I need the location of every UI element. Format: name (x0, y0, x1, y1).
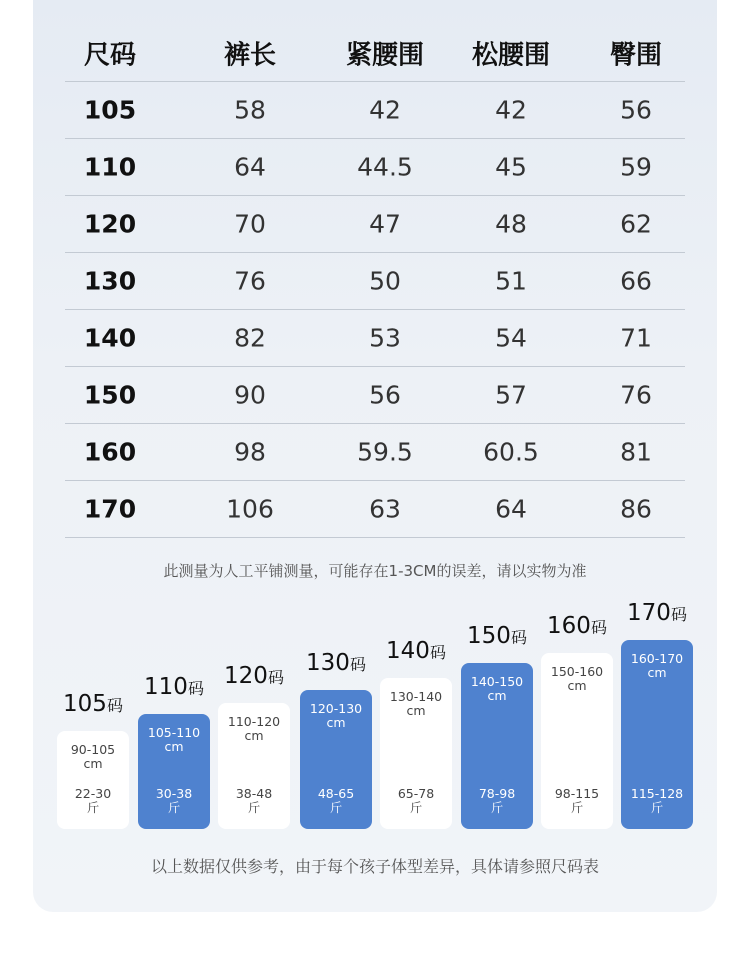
height-value: 90-105 (70, 742, 116, 757)
size-guide-unit: 码 (187, 679, 204, 698)
size-cell: 110 (83, 152, 137, 182)
size-guide-card (138, 714, 210, 829)
height-unit: cm (487, 688, 507, 703)
table-cell: 98 (234, 437, 266, 467)
size-guide-card (621, 640, 693, 829)
height-unit: cm (406, 703, 426, 718)
size-guide-number: 130 (306, 650, 350, 676)
table-cell: 48 (495, 209, 527, 239)
table-row (65, 196, 685, 253)
height-unit: cm (244, 728, 264, 743)
height-value: 105-110 (147, 725, 201, 740)
weight-value: 78-98 (478, 786, 516, 801)
weight-unit: 斤 (570, 800, 584, 815)
weight-unit: 斤 (247, 800, 261, 815)
size-guide-unit: 码 (267, 668, 284, 687)
weight-value: 115-128 (630, 786, 684, 801)
weight-value: 22-30 (74, 786, 112, 801)
table-cell: 56 (620, 95, 652, 125)
size-guide-card (541, 653, 613, 829)
table-cell: 50 (369, 266, 401, 296)
height-range (300, 702, 372, 730)
height-range (57, 743, 129, 771)
weight-value: 98-115 (554, 786, 600, 801)
table-cell: 54 (495, 323, 527, 353)
table-cell: 76 (620, 380, 652, 410)
table-row (65, 82, 685, 139)
size-guide-card (218, 703, 290, 829)
table-cell: 57 (495, 380, 527, 410)
table-cell: 106 (226, 494, 274, 524)
table-cell: 42 (369, 95, 401, 125)
size-guide-unit: 码 (349, 655, 366, 674)
size-guide-card (461, 663, 533, 829)
size-cell: 140 (83, 323, 137, 353)
weight-unit: 斤 (86, 800, 100, 815)
weight-value: 38-48 (235, 786, 273, 801)
table-cell: 90 (234, 380, 266, 410)
height-unit: cm (647, 665, 667, 680)
weight-value: 48-65 (317, 786, 355, 801)
size-guide-unit: 码 (670, 605, 687, 624)
size-guide-card (300, 690, 372, 829)
weight-range (380, 787, 452, 815)
table-row (65, 424, 685, 481)
size-guide-label (452, 623, 542, 649)
size-guide-label (209, 663, 299, 689)
size-cell: 170 (83, 494, 137, 524)
size-guide-number: 110 (144, 674, 188, 700)
table-cell: 76 (234, 266, 266, 296)
table-row (65, 310, 685, 367)
size-guide-label (612, 600, 702, 626)
weight-range (218, 787, 290, 815)
weight-value: 30-38 (155, 786, 193, 801)
table-cell: 60.5 (483, 437, 539, 467)
table-cell: 56 (369, 380, 401, 410)
size-guide-number: 170 (627, 600, 671, 626)
size-guide-number: 120 (224, 663, 268, 689)
height-unit: cm (567, 678, 587, 693)
measurement-note: 此测量为人工平铺测量，可能存在1-3CM的误差，请以实物为准 (163, 562, 587, 580)
size-guide-unit: 码 (429, 643, 446, 662)
table-header-cell: 尺码 (83, 40, 136, 70)
height-unit: cm (326, 715, 346, 730)
table-row (65, 139, 685, 196)
size-guide-label (532, 613, 622, 639)
table-cell: 44.5 (357, 152, 413, 182)
weight-value: 65-78 (397, 786, 435, 801)
size-guide-unit: 码 (106, 696, 123, 715)
size-cell: 105 (83, 95, 137, 125)
weight-range (461, 787, 533, 815)
table-row (65, 367, 685, 424)
weight-unit: 斤 (490, 800, 504, 815)
weight-range (57, 787, 129, 815)
height-range (541, 665, 613, 693)
table-row (65, 481, 685, 538)
size-guide-number: 150 (467, 623, 511, 649)
table-cell: 86 (620, 494, 652, 524)
table-header-row (65, 24, 685, 82)
size-guide-card (57, 731, 129, 829)
size-guide-number: 160 (547, 613, 591, 639)
height-unit: cm (83, 756, 103, 771)
height-value: 110-120 (227, 714, 281, 729)
table-cell: 66 (620, 266, 652, 296)
table-cell: 64 (495, 494, 527, 524)
table-cell: 63 (369, 494, 401, 524)
size-guide-number: 105 (63, 691, 107, 717)
table-header-cell: 松腰围 (471, 40, 550, 70)
table-header-cell: 紧腰围 (345, 40, 424, 70)
size-cell: 120 (83, 209, 137, 239)
table-cell: 53 (369, 323, 401, 353)
height-value: 120-130 (309, 701, 363, 716)
height-value: 160-170 (630, 651, 684, 666)
table-cell: 62 (620, 209, 652, 239)
height-unit: cm (164, 739, 184, 754)
height-range (138, 726, 210, 754)
size-cell: 150 (83, 380, 137, 410)
height-value: 150-160 (550, 664, 604, 679)
height-value: 140-150 (470, 674, 524, 689)
weight-range (621, 787, 693, 815)
weight-range (138, 787, 210, 815)
height-range (218, 715, 290, 743)
table-row (65, 253, 685, 310)
table-header-cell: 臀围 (609, 40, 662, 70)
height-range (380, 690, 452, 718)
table-cell: 82 (234, 323, 266, 353)
size-guide-unit: 码 (510, 628, 527, 647)
table-cell: 64 (234, 152, 266, 182)
size-guide-unit: 码 (590, 618, 607, 637)
height-range (621, 652, 693, 680)
table-cell: 51 (495, 266, 527, 296)
weight-range (541, 787, 613, 815)
table-cell: 59.5 (357, 437, 413, 467)
table-cell: 42 (495, 95, 527, 125)
size-guide-label (48, 691, 138, 717)
size-guide-label (291, 650, 381, 676)
size-cell: 130 (83, 266, 137, 296)
weight-range (300, 787, 372, 815)
height-value: 130-140 (389, 689, 443, 704)
table-header-cell: 裤长 (223, 40, 276, 70)
weight-unit: 斤 (409, 800, 423, 815)
table-cell: 59 (620, 152, 652, 182)
size-cell: 160 (83, 437, 137, 467)
table-cell: 47 (369, 209, 401, 239)
weight-unit: 斤 (167, 800, 181, 815)
size-guide-number: 140 (386, 638, 430, 664)
weight-unit: 斤 (650, 800, 664, 815)
table-cell: 81 (620, 437, 652, 467)
table-cell: 70 (234, 209, 266, 239)
size-table (65, 24, 685, 538)
table-cell: 58 (234, 95, 266, 125)
table-cell: 71 (620, 323, 652, 353)
size-guide-label (129, 674, 219, 700)
table-cell: 45 (495, 152, 527, 182)
weight-unit: 斤 (329, 800, 343, 815)
reference-note: 以上数据仅供参考，由于每个孩子体型差异，具体请参照尺码表 (150, 857, 599, 876)
size-guide-label (371, 638, 461, 664)
height-range (461, 675, 533, 703)
size-guide-card (380, 678, 452, 829)
